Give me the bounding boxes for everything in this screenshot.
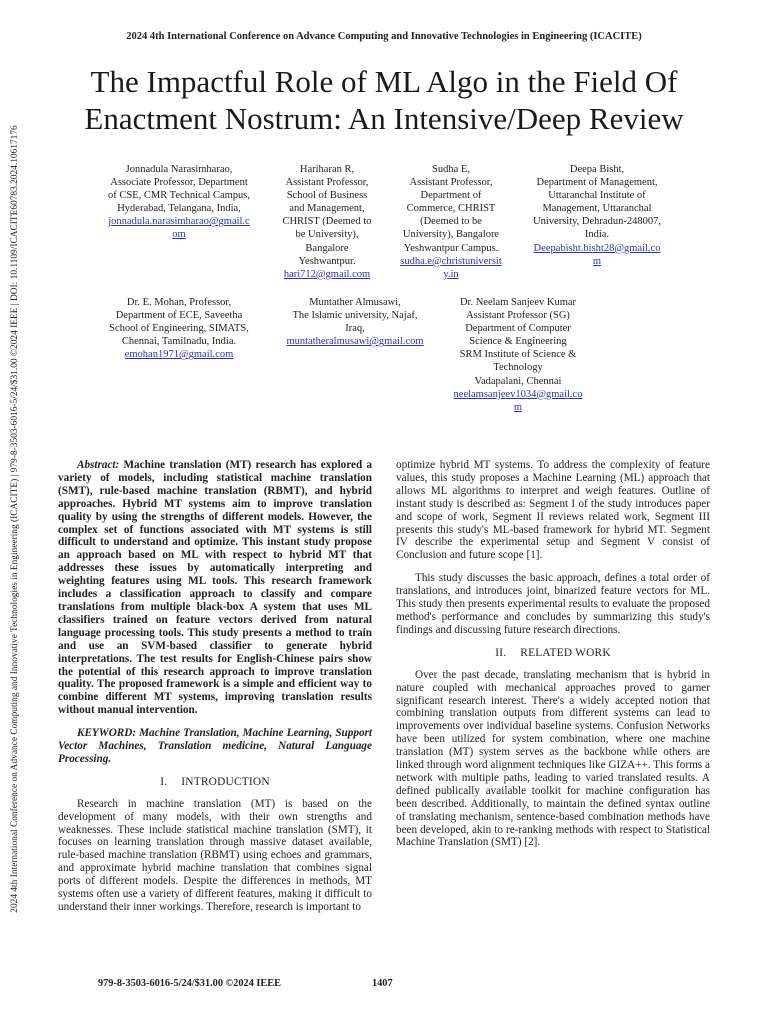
author-line: Yeshwantpur. [298,255,356,267]
author-line: Hyderabad, Telangana, India, [117,203,241,215]
author-line: Sudha E, [432,164,470,175]
author-line: Chennai, Tamilnadu, India. [121,336,237,348]
author-line: Science & Engineering [469,336,567,348]
author-block [270,163,384,281]
author-line: Hariharan R, [299,164,355,175]
right-column [396,459,710,859]
author-line: Department of ECE, Saveetha [115,310,243,322]
paper-title [40,63,728,137]
section-title: RELATED WORK [520,646,611,659]
author-line: University, Dehradun-248007, [533,216,661,228]
footer-copyright: 979-8-3503-6016-5/24/$31.00 ©2024 IEEE [98,978,282,989]
left-column [58,459,372,924]
author-block [520,163,674,268]
author-line: Associate Professor, Department [110,177,248,189]
author-line: Department of Computer [465,323,571,335]
author-line: Commerce, CHRIST [406,203,496,215]
author-line: and Management, [289,203,365,215]
title-line-1: The Impactful Role of ML Algo in the Field Of [90,64,678,99]
author-line: Assistant Professor, [409,177,493,189]
doi-sidebar: 2024 4th International Conference on Advance Computing and Innovative Technologies in Engineering (ICACITE) | 979-8-3503-6016-5/24/$31.00 ©2024 IEEE | DOI: 10.1109/ICACITE60783.2024.10617176 [10,125,20,913]
author-email[interactable]: m [513,401,523,413]
author-block [438,296,598,414]
conference-header: 2024 4th International Conference on Advance Computing and Innovative Technologies in Engineering (ICACITE) [126,31,642,42]
section-number: I. [160,775,168,788]
author-line: Department of [420,190,482,202]
page-number: 1407 [372,978,393,989]
author-email[interactable]: jonnadula.narasimharao@gmail.c [108,216,250,228]
author-line: Muntather Almusawi, [309,297,401,308]
abstract [58,459,372,717]
author-email[interactable]: Deepabisht.bisht28@gmail.co [533,242,661,254]
intro-paragraph: Research in machine translation (MT) is based on the development of many models, with their own strengths and weaknesses. These include statistical machine translation (SMT), it focuses on learning translation through massive dataset available, rule-based machine translation (RBMT) using echoes and grammars, and approximate hybrid machine translation that combines signal ports of different models. Despite the differences in methods, MT systems often use a variety of different features, making it difficult to understand their inner workings. Therefore, research is important to [58,797,372,913]
author-line: of CSE, CMR Technical Campus, [108,190,250,202]
author-email[interactable]: neelamsanjeev1034@gmail.co [453,388,583,400]
author-line: CHRIST (Deemed to [282,216,372,228]
author-email[interactable]: hari712@gmail.com [283,268,371,280]
author-line: Department of Management, [536,177,658,189]
author-block [388,163,514,281]
keywords [58,727,372,766]
keywords-text: Machine Translation, Machine Learning, Support Vector Machines, Translation medicine, Natural Language Processing. [58,727,373,765]
author-line: Vadapalani, Chennai [474,375,562,387]
author-email[interactable]: m [592,255,602,267]
section-heading-introduction [58,776,372,789]
section-number: II. [495,646,507,659]
author-line: Dr. E. Mohan, Professor, [126,297,232,308]
abstract-label: Abstract: [77,459,120,471]
section-heading-related-work [396,647,710,660]
author-line: School of Engineering, SIMATS, [109,323,249,335]
intro-paragraph-2: This study discusses the basic approach, defines a total order of translations, and introduces joint, binarized feature vectors for ML. This study then presents experimental results to evaluate the proposed method's performance and concludes by summarizing this study's findings and discussing future research directions. [396,572,710,636]
author-email[interactable]: emohan1971@gmail.com [124,349,234,361]
author-line: Management, Uttaranchal [542,203,652,215]
author-email[interactable]: om [172,229,186,241]
author-line: Assistant Professor, [285,177,369,189]
author-line: Yeshwantpur Campus. [403,242,499,254]
author-line: be University), [295,229,359,241]
section-title: INTRODUCTION [181,775,270,788]
author-line: Jonnadula Narasimharao, [125,164,233,175]
author-line: Technology [493,362,543,374]
author-line: Iraq, [345,323,365,335]
author-block [100,163,258,242]
author-line: Uttaranchal Institute of [548,190,646,202]
abstract-text: Machine translation (MT) research has explored a variety of models, including statistical machine translation (SMT), rule-based machine translation (RBMT), and hybrid approaches. Hybrid MT systems aim to improve translation quality by using the strengths of different models. However, the complex set of functions associated with MT systems is still difficult to understand and optimize. This instant study propose an approach based on ML with respect to hybrid MT that addresses these issues by automatically interpreting and weighting features using ML tools. This research framework includes a classification approach to classify and compare translations from multiple black-box A system that uses ML classifiers trained on feature vectors derived from natural language processing tools. This study presents a method to train and use an SVM-based classifier to generate hybrid interpretations. The test results for English-Chinese pairs show the potential of this research approach to improve translation quality. The proposed framework is a simple and efficient way to combine different MT systems, improving translation results without manual intervention. [58,459,372,717]
related-work-paragraph: Over the past decade, translating mechanism that is hybrid in nature coupled with mechanical approaches proved to garner significant research interest. There's a widely accepted notion that combining translation outputs from different systems can lead to improvements over individual baseline systems. Confusion Networks have been utilized for system combination, where one machine translation (MT) system serves as the backbone while others are linked through word alignment techniques like GIZA++. This forms a network with multiple paths, leading to varied translated results. A defined publically available toolkit for machine configuration has been described. Additionally, to maintain the defined syntax outline of translating mechanism, sentence-based combination methods have been developed, akin to re-ranking methods with respect to Statistical Machine Translation (SMT) [2]. [396,668,710,849]
author-email[interactable]: sudha.e@christuniversit [400,255,502,267]
intro-paragraph-continued: optimize hybrid MT systems. To address the complexity of feature values, this study proposes a Machine Learning (ML) approach that allows ML algorithms to interpret and weigh features. Outline of instant study is described as: Segment I of the study introduces paper and scope of work, Segment II reviews related work, Segment III presents this study's ML-based framework for hybrid MT. Segment IV describe the experimental setup and Segment V consist of Conclusion and future scope [1]. [396,459,710,562]
author-line: Dr. Neelam Sanjeev Kumar [459,297,577,308]
author-block [97,296,261,361]
author-line: The Islamic university, Najaf, [292,310,418,322]
author-email[interactable]: y.in [443,268,459,280]
title-line-2: Enactment Nostrum: An Intensive/Deep Review [84,101,684,136]
author-line: SRM Institute of Science & [459,349,577,361]
keywords-label: KEYWORD: [77,727,137,740]
author-line: Assistant Professor (SG) [466,310,570,322]
author-line: India. [584,229,610,241]
author-block [272,296,438,348]
author-line: School of Business [286,190,368,202]
author-line: (Deemed to be [420,216,482,228]
author-line: Bangalore [305,242,349,254]
author-email[interactable]: muntatheralmusawi@gmail.com [286,336,424,348]
author-line: University), Bangalore [402,229,500,241]
author-line: Deepa Bisht, [569,164,625,175]
